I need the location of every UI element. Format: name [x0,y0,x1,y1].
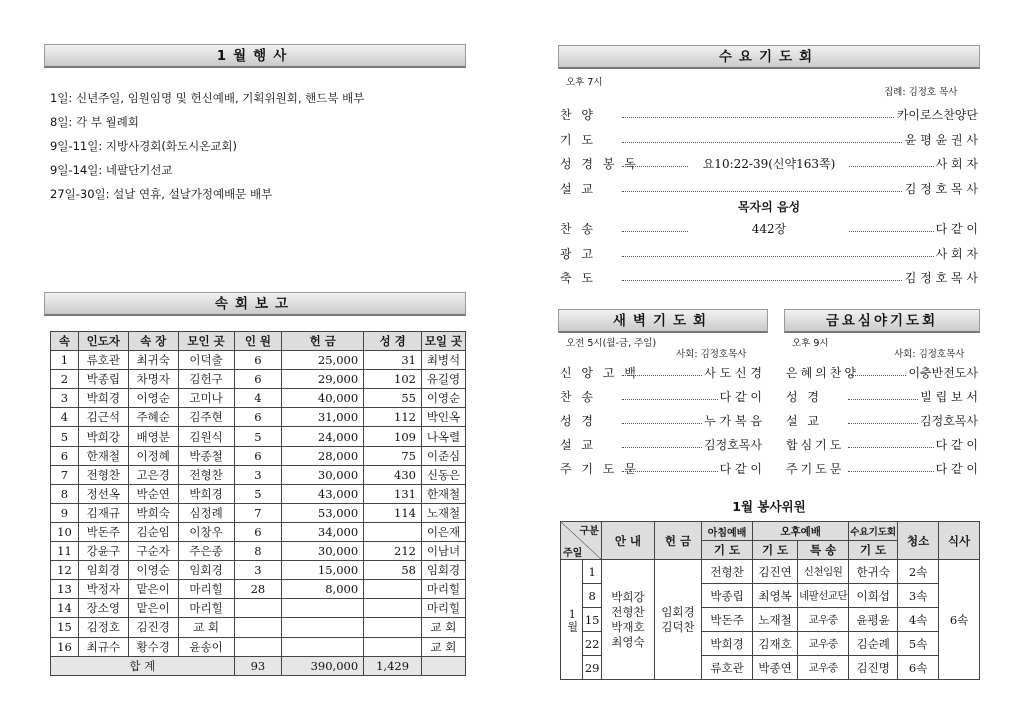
table-cell: 3 [51,389,79,408]
table-cell [364,599,422,618]
program-row [560,269,978,289]
table-cell [364,580,422,599]
wed-time: 오후 7시 [566,77,603,88]
table-cell: 전형찬 [178,465,234,484]
corner-bottom: 주일 [563,548,583,560]
table-cell: 배영분 [128,427,178,446]
table-cell: 김진경 [128,618,178,637]
col-header: 속 [51,332,79,351]
table-cell: 김근석 [78,408,128,427]
offer-cell: 임회경 김덕찬 [655,560,702,680]
table-cell: 6 [234,408,282,427]
corner-cell [561,522,602,560]
table-cell: 6 [51,446,79,465]
table-cell: 1 [51,351,79,370]
h-special: 특 송 [798,541,849,560]
program-row [560,436,762,456]
guide-cell: 박희강 전형찬 박재호 최영숙 [601,560,654,680]
table-cell: 5 [234,427,282,446]
table-cell: 7 [234,503,282,522]
table-cell: 한재철 [421,484,465,503]
report-table [50,331,466,676]
program-row [786,460,978,480]
table-cell: 30,000 [282,465,364,484]
table-cell: 5 [51,427,79,446]
program-value: 윤 평 윤 권 사 [904,132,978,147]
table-cell: 43,000 [282,484,364,503]
table-cell: 16 [51,637,79,656]
event-item: 9일-11일: 지방사경회(화도시온교회) [50,139,238,153]
program-label: 주기도문 [786,462,845,476]
program-row [560,412,762,432]
sunday-date: 8 [583,584,601,608]
table-cell: 24,000 [282,427,364,446]
table-cell: 최귀숙 [128,351,178,370]
table-cell: 최병석 [421,351,465,370]
program-label: 광 고 [560,246,596,261]
dawn-time: 오전 5시(월-금, 주일) [566,338,657,349]
program-value: 다 같 이 [719,462,762,476]
table-cell: 40,000 [282,389,364,408]
corner-top: 구분 [579,526,599,537]
table-cell: 마리힐 [421,599,465,618]
table-cell: 유길영 [421,370,465,389]
program-label: 성 경 [560,414,596,428]
table-cell: 박종립 [78,370,128,389]
table-cell: 최규수 [78,637,128,656]
table-cell: 55 [364,389,422,408]
program-value: 김정호목사 [920,414,978,428]
morning-prayer: 박종립 [702,584,753,608]
table-cell: 25,000 [282,351,364,370]
h-afternoon: 오후예배 [753,522,849,541]
table-cell: 8 [51,484,79,503]
program-row [560,388,762,408]
table-row [51,370,466,389]
special-song: 교우중 [798,632,849,656]
program-value: 다 같 이 [935,438,978,452]
total-bible: 1,429 [364,656,422,675]
service-table [560,521,980,680]
table-row [51,503,466,522]
table-cell: 2 [51,370,79,389]
table-cell: 마리힐 [421,580,465,599]
program-middle: 442장 [689,220,849,237]
special-song: 신천임원 [798,560,849,584]
table-row [51,427,466,446]
h-pray: 기 도 [702,541,753,560]
table-cell: 신동은 [421,465,465,484]
wed-prayer: 한귀숙 [849,560,898,584]
table-cell: 5 [234,484,282,503]
event-item: 1일: 신년주일, 임원임명 및 헌신예배, 기획위원회, 핸드북 배부 [50,91,365,105]
table-cell: 차명자 [128,370,178,389]
table-cell [364,637,422,656]
table-cell: 28,000 [282,446,364,465]
table-cell: 112 [364,408,422,427]
table-cell: 6 [234,446,282,465]
dawn-leader: 사회: 김정호목사 [676,349,747,360]
table-cell: 교 회 [178,618,234,637]
program-label: 성 경 봉 독 [560,157,639,171]
program-label: 합심기도 [786,438,845,452]
h-meal: 식사 [939,522,980,560]
afternoon-prayer: 김진연 [753,560,798,584]
table-cell: 김원식 [178,427,234,446]
afternoon-prayer: 노재철 [753,608,798,632]
h-clean: 청소 [898,522,939,560]
table-cell: 교 회 [421,618,465,637]
table-cell: 212 [364,542,422,561]
wed-subtitle: 목자의 음성 [737,200,801,214]
program-value: 이충반전도사 [908,366,978,380]
table-cell: 정선옥 [78,484,128,503]
program-value: 빌 립 보 서 [920,390,978,404]
total-offering: 390,000 [282,656,364,675]
table-cell: 3 [234,561,282,580]
table-cell: 이영순 [128,389,178,408]
table-cell [234,637,282,656]
table-cell: 15 [51,618,79,637]
program-row [786,412,978,432]
program-label: 성 경 [786,390,822,404]
program-value: 김 정 호 목 사 [904,271,978,285]
events-title: 1월행사 [44,44,466,68]
table-cell: 마리힐 [178,599,234,618]
table-cell: 주은종 [178,542,234,561]
meal-cell: 6속 [939,560,980,680]
table-cell: 6 [234,522,282,541]
table-cell [234,618,282,637]
program-label: 찬 송 [560,222,596,236]
table-cell: 박정자 [78,580,128,599]
table-cell: 윤송이 [178,637,234,656]
program-label: 축 도 [560,271,596,285]
table-row [561,560,980,584]
program-middle: 요10:22-39(신약163쪽) [689,155,849,172]
table-cell: 이영순 [128,561,178,580]
table-row [51,618,466,637]
table-cell: 29,000 [282,370,364,389]
program-label: 설 교 [560,438,596,452]
table-cell: 14 [51,599,79,618]
table-cell: 김헌구 [178,370,234,389]
table-cell: 박돈주 [78,522,128,541]
col-header: 성 경 [364,332,422,351]
table-cell: 황수경 [128,637,178,656]
h-offer: 헌 금 [655,522,702,560]
table-cell: 이정혜 [128,446,178,465]
table-cell: 34,000 [282,522,364,541]
table-cell: 58 [364,561,422,580]
table-row [51,561,466,580]
special-song: 교우중 [798,608,849,632]
table-cell: 임회경 [178,561,234,580]
program-row [786,436,978,456]
event-item: 27일-30일: 설날 연휴, 설날가정예배문 배부 [50,187,273,201]
table-cell: 9 [51,503,79,522]
event-item: 9일-14일: 네팔단기선교 [50,163,173,177]
event-item: 8일: 각 부 월례회 [50,115,139,129]
program-label: 찬 양 [560,108,596,122]
table-cell: 10 [51,522,79,541]
wed-prayer: 김순례 [849,632,898,656]
program-row [560,364,762,384]
afternoon-prayer: 김재호 [753,632,798,656]
h-morning: 아침예배 [702,522,753,541]
service-title: 1월 봉사위원 [732,499,806,514]
wed-title: 수요기도회 [558,45,980,69]
table-cell: 한재철 [78,446,128,465]
table-cell: 박인옥 [421,408,465,427]
h-pray2: 기 도 [753,541,798,560]
table-cell: 박희강 [78,427,128,446]
afternoon-prayer: 최영복 [753,584,798,608]
sunday-date: 29 [583,656,601,680]
program-row [560,180,978,200]
program-label: 신 앙 고 백 [560,366,639,380]
program-label: 은혜의찬양 [786,366,859,380]
sunday-date: 1 [583,560,601,584]
table-cell: 13 [51,580,79,599]
table-cell: 마리힐 [178,580,234,599]
special-song: 네팔선교단 [798,584,849,608]
table-row [51,522,466,541]
table-cell: 102 [364,370,422,389]
cleaning: 4속 [898,608,939,632]
table-row [51,637,466,656]
table-cell: 131 [364,484,422,503]
table-cell: 3 [234,465,282,484]
table-cell: 김재규 [78,503,128,522]
col-header: 헌 금 [282,332,364,351]
program-value: 사 회 자 [935,246,978,261]
program-row [560,131,978,151]
col-header: 인 원 [234,332,282,351]
table-row [51,599,466,618]
table-cell: 주혜순 [128,408,178,427]
wed-prayer: 윤평윤 [849,608,898,632]
program-row [560,106,978,126]
program-label: 주 기 도 문 [560,462,639,476]
dot-leader [622,256,974,257]
table-row [51,389,466,408]
table-cell: 김정호 [78,618,128,637]
program-value: 카이로스찬양단 [896,108,978,122]
table-cell: 맡은이 [128,580,178,599]
friday-leader: 사회: 김정호목사 [894,349,965,360]
table-cell: 6 [234,351,282,370]
program-value: 김 정 호 목 사 [904,181,978,196]
table-cell: 이영순 [421,389,465,408]
table-cell: 고미나 [178,389,234,408]
table-row [51,542,466,561]
table-cell: 김순임 [128,522,178,541]
table-cell: 임회경 [78,561,128,580]
table-cell: 7 [51,465,79,484]
table-row [51,484,466,503]
program-value: 다 같 이 [935,462,978,476]
table-cell: 노재철 [421,503,465,522]
table-cell: 이창우 [178,522,234,541]
table-cell: 박순연 [128,484,178,503]
program-label: 기 도 [560,132,596,147]
table-cell: 교 회 [421,637,465,656]
table-cell: 이남녀 [421,542,465,561]
table-cell [282,618,364,637]
table-cell: 8,000 [282,580,364,599]
table-cell: 31 [364,351,422,370]
sunday-date: 22 [583,632,601,656]
table-row [51,351,466,370]
program-value: 다 같 이 [935,222,978,236]
program-label: 찬 송 [560,390,596,404]
table-row [51,446,466,465]
col-header: 모인 곳 [178,332,234,351]
friday-time: 오후 9시 [792,338,829,349]
table-cell: 이준심 [421,446,465,465]
h-guide: 안 내 [601,522,654,560]
sunday-date: 15 [583,608,601,632]
table-cell: 이은재 [421,522,465,541]
table-cell: 나옥렬 [421,427,465,446]
table-cell: 109 [364,427,422,446]
h-wed: 수요기도회 [849,522,898,541]
dawn-title: 새벽기도회 [558,309,768,333]
col-header: 속 장 [128,332,178,351]
table-cell: 31,000 [282,408,364,427]
table-cell: 구순자 [128,542,178,561]
program-row [560,155,978,175]
cleaning: 2속 [898,560,939,584]
table-cell: 75 [364,446,422,465]
table-row [51,408,466,427]
special-song: 교우중 [798,656,849,680]
table-cell: 28 [234,580,282,599]
col-header: 모일 곳 [421,332,465,351]
program-row [786,388,978,408]
table-cell: 12 [51,561,79,580]
table-cell: 류호관 [78,351,128,370]
table-cell: 4 [234,389,282,408]
morning-prayer: 전형찬 [702,560,753,584]
total-label: 합 계 [51,656,235,675]
table-cell: 6 [234,370,282,389]
total-people: 93 [234,656,282,675]
table-cell: 4 [51,408,79,427]
table-cell: 박희경 [178,484,234,503]
table-cell: 고은경 [128,465,178,484]
table-cell [364,618,422,637]
wed-prayer: 김진명 [849,656,898,680]
table-cell: 강윤구 [78,542,128,561]
table-cell: 이덕출 [178,351,234,370]
program-row [560,245,978,265]
table-cell: 8 [234,542,282,561]
col-header: 인도자 [78,332,128,351]
morning-prayer: 박희경 [702,632,753,656]
table-row [51,465,466,484]
table-cell: 임회경 [421,561,465,580]
table-row [51,580,466,599]
program-row [560,460,762,480]
table-cell: 박희경 [78,389,128,408]
table-cell: 15,000 [282,561,364,580]
afternoon-prayer: 박종연 [753,656,798,680]
table-cell: 전형찬 [78,465,128,484]
wed-leader: 집례: 김정호 목사 [884,87,958,98]
cleaning: 6속 [898,656,939,680]
table-cell: 박종철 [178,446,234,465]
table-cell [282,637,364,656]
program-value: 김정호목사 [704,438,762,452]
report-title: 속회보고 [44,292,466,316]
program-row [560,220,978,240]
program-value: 사 회 자 [935,157,978,171]
table-cell [364,522,422,541]
program-value: 다 같 이 [719,390,762,404]
table-cell: 김주현 [178,408,234,427]
table-cell: 430 [364,465,422,484]
h-pray3: 기 도 [849,541,898,560]
table-cell: 114 [364,503,422,522]
table-cell: 맡은이 [128,599,178,618]
table-cell: 장소영 [78,599,128,618]
program-label: 설 교 [786,414,822,428]
table-cell: 11 [51,542,79,561]
wed-prayer: 이희섭 [849,584,898,608]
friday-title: 금요심야기도회 [784,309,980,333]
cleaning: 5속 [898,632,939,656]
program-value: 사 도 신 경 [704,366,762,380]
table-cell: 심정례 [178,503,234,522]
program-row [786,364,978,384]
table-cell: 박희숙 [128,503,178,522]
cleaning: 3속 [898,584,939,608]
month-cell: 1월 [561,560,583,680]
morning-prayer: 류호관 [702,656,753,680]
total-row [51,656,466,675]
table-cell [282,599,364,618]
program-label: 설 교 [560,181,596,196]
program-value: 누 가 복 음 [704,414,762,428]
morning-prayer: 박돈주 [702,608,753,632]
table-cell: 30,000 [282,542,364,561]
table-cell: 53,000 [282,503,364,522]
table-cell [234,599,282,618]
